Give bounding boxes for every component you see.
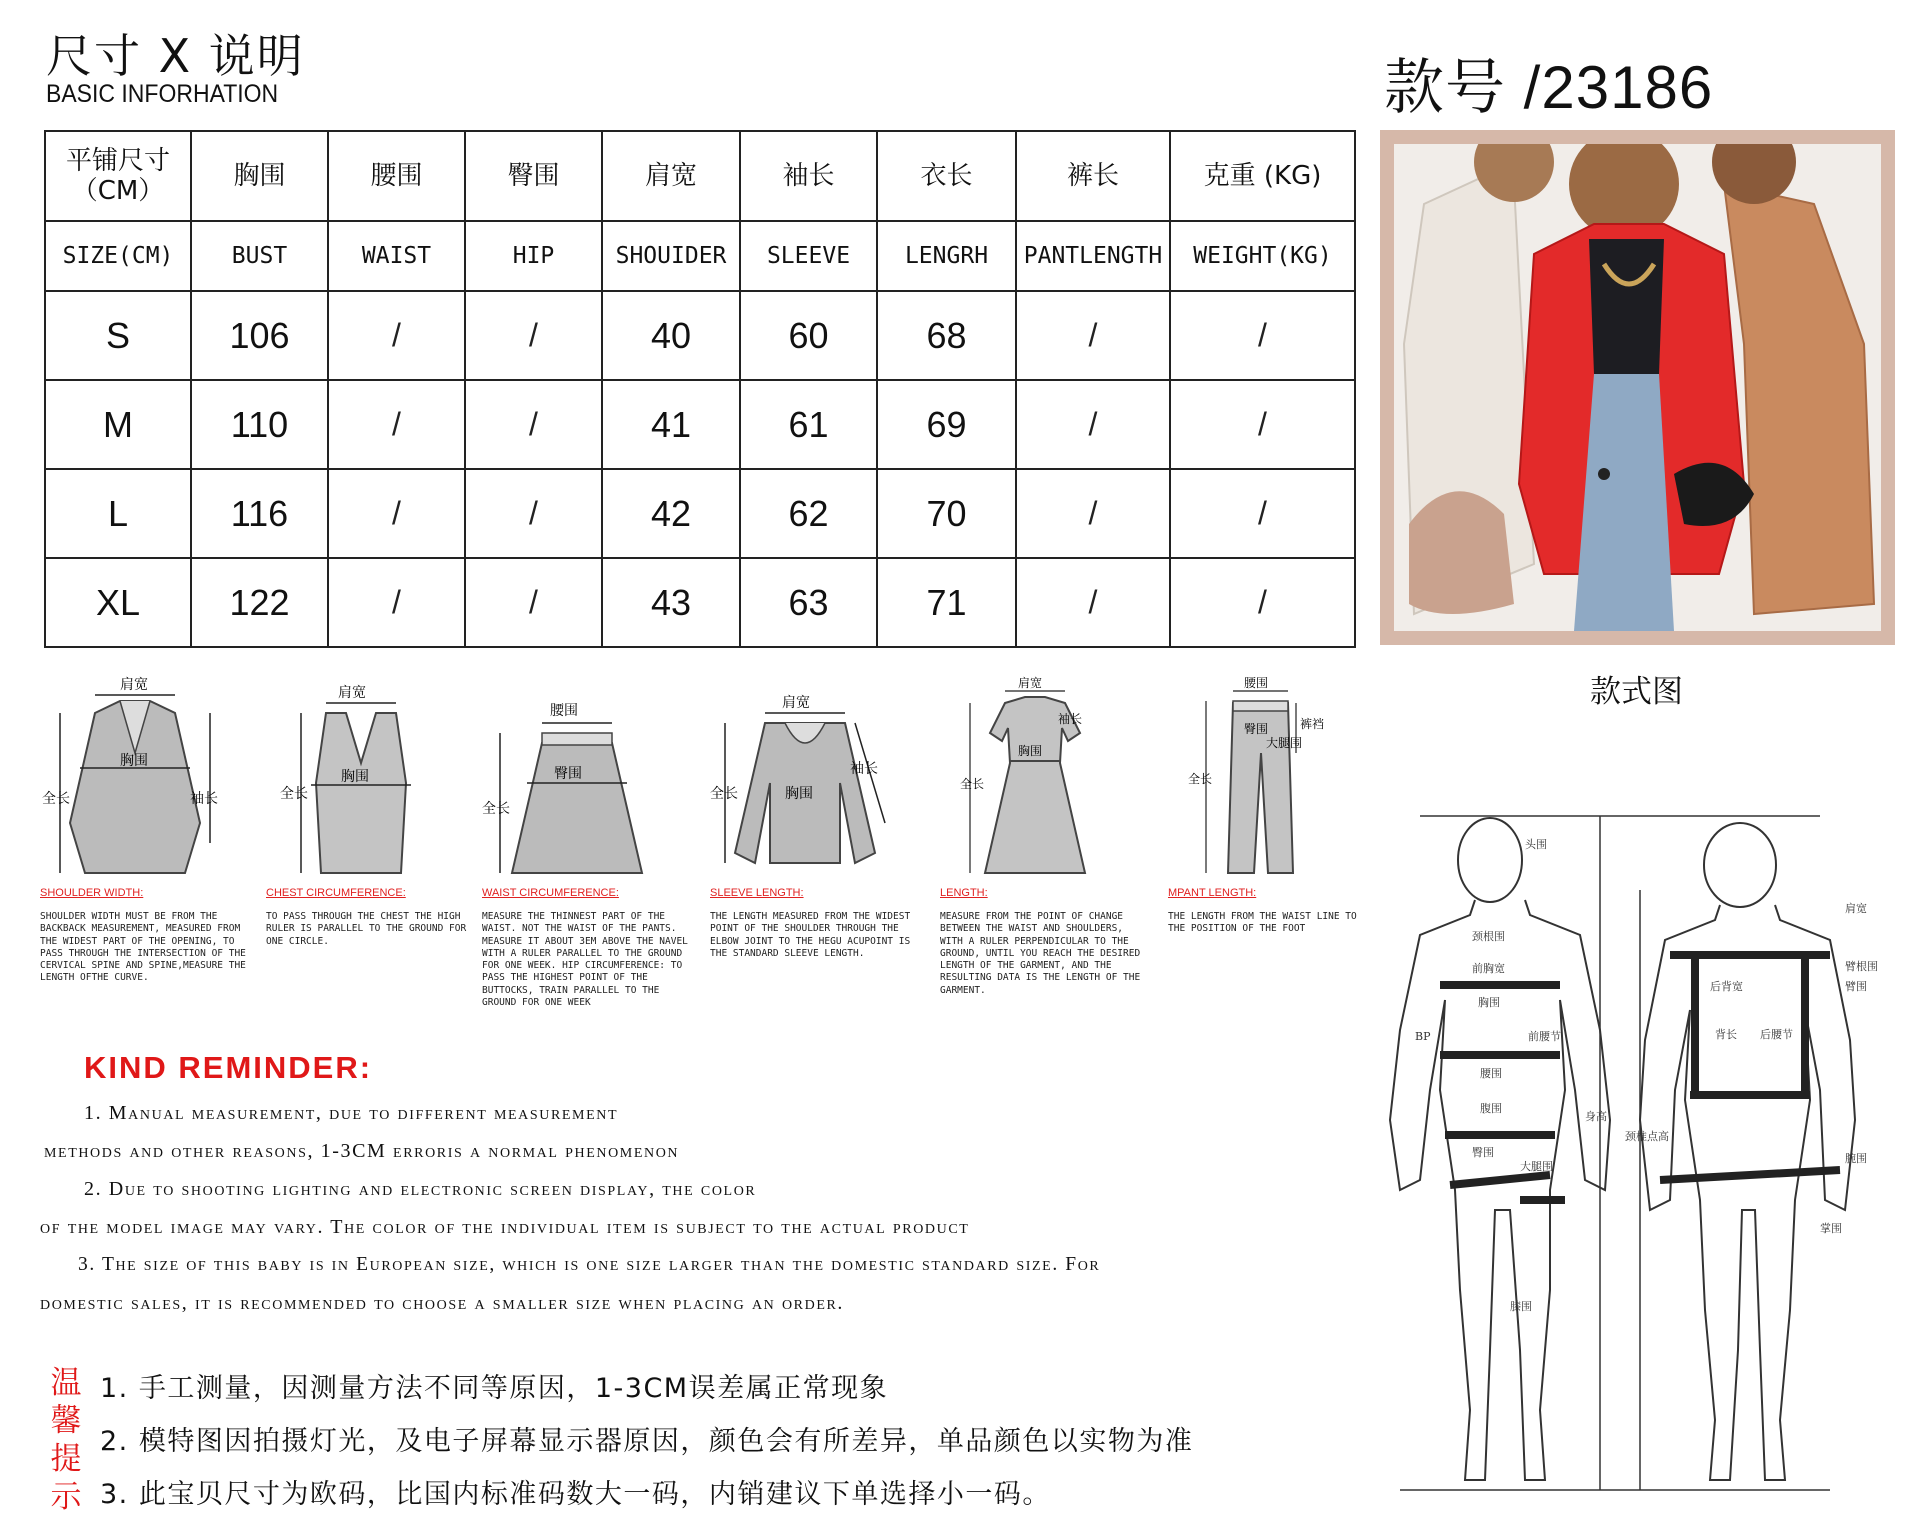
table-cell: S: [45, 291, 191, 380]
table-cell: 61: [740, 380, 877, 469]
reminder-line: 1. Manual measurement, due to different measurement: [84, 1102, 619, 1124]
body-label: 颈椎点高: [1625, 1130, 1669, 1143]
diagram-title: CHEST CIRCUMFERENCE:: [266, 887, 406, 899]
column-header: 克重 (KG): [1170, 131, 1355, 221]
table-row: [45, 291, 1355, 380]
diagram-title: SLEEVE LENGTH:: [710, 887, 804, 899]
table-cell: /: [328, 469, 465, 558]
table-row: [45, 558, 1355, 647]
diagram-label: 袖长: [1058, 712, 1083, 726]
column-header: WAIST: [328, 221, 465, 291]
diagram-label: 全长: [42, 791, 70, 807]
table-cell: 62: [740, 469, 877, 558]
tag-char: 馨: [50, 1403, 82, 1439]
column-header: SLEEVE: [740, 221, 877, 291]
table-cell: 70: [877, 469, 1016, 558]
diagram-label: 胸围: [120, 753, 148, 769]
column-header: BUST: [191, 221, 328, 291]
diagram-description: MEASURE THE THINNEST PART OF THE WAIST. NOT THE WAIST OF THE PANTS. MEASURE IT ABOUT 3EM ABOVE THE NAVEL WITH A RULER PARALLEL TO THE GROUND FOR ONE WEEK. HIP CIRCUMFERENCE: TO PASS THE HIGHEST POINT OF THE BUTTOCKS, TRAIN PARALLEL TO THE GROUND FOR ONE WEEK: [482, 911, 688, 1009]
tag-char: 提: [50, 1441, 82, 1477]
header-row-cn: [45, 131, 1355, 221]
jacket-measure-diagram: [40, 673, 230, 883]
reminder-line: 3. The size of this baby is in European size, which is one size larger than the domestic standard size. For: [78, 1254, 1101, 1275]
reminder-line: domestic sales, it is recommended to choose a smaller size when placing an order.: [40, 1292, 845, 1314]
reminder-line: of the model image may vary. The color of the individual item is subject to the actual product: [40, 1216, 970, 1238]
table-cell: /: [1170, 558, 1355, 647]
body-label: 头围: [1525, 838, 1547, 851]
body-label: 腕围: [1845, 1152, 1867, 1165]
product-photo-frame: [1380, 130, 1895, 645]
front-figure: [1390, 818, 1610, 1480]
cn-reminder-line: 3. 此宝贝尺寸为欧码，比国内标准码数大一码，内销建议下单选择小一码。: [100, 1479, 1051, 1510]
body-label: 臂围: [1845, 980, 1867, 993]
diagram-label: 腰围: [1244, 676, 1269, 690]
column-header: 肩宽: [602, 131, 740, 221]
diagram-label: 大腿围: [1266, 736, 1303, 750]
body-label: 前胸宽: [1472, 962, 1505, 975]
diagram-label: 臀围: [1244, 722, 1269, 736]
table-cell: 110: [191, 380, 328, 469]
table-cell: /: [1016, 380, 1170, 469]
table-cell: /: [465, 558, 602, 647]
table-cell: /: [1170, 380, 1355, 469]
tag-char: 温: [50, 1365, 82, 1401]
table-cell: 43: [602, 558, 740, 647]
diagram-description: SHOULDER WIDTH MUST BE FROM THE BACKBACK MEASUREMENT, MEASURED FROM THE WIDEST PART OF THE OPENING, TO PASS THROUGH THE INTERSECTION OF THE CERVICAL SPINE AND SPINE,MEASURE THE LENGTH OFTHE CURVE.: [40, 911, 246, 984]
table-cell: /: [328, 558, 465, 647]
diagram-label: 全长: [280, 786, 308, 802]
size-table: [44, 130, 1356, 648]
table-cell: 116: [191, 469, 328, 558]
style-number: 款号 /23186: [1384, 54, 1714, 121]
body-figure-illustration: [1360, 790, 1900, 1510]
column-header: 臀围: [465, 131, 602, 221]
diagram-label: 全长: [710, 786, 738, 802]
sweater-measure-diagram: [710, 673, 900, 883]
table-cell: /: [465, 469, 602, 558]
body-label: 胸围: [1478, 996, 1500, 1009]
column-header: 平铺尺寸（CM）: [45, 131, 191, 221]
body-label: 大腿围: [1520, 1160, 1553, 1173]
body-label: 后腰节: [1760, 1028, 1793, 1041]
diagram-sweater: [710, 673, 920, 960]
page-subtitle: BASIC INFORHATION: [46, 80, 279, 108]
diagram-label: 全长: [482, 801, 510, 817]
body-measurement-chart: [1360, 790, 1900, 1510]
product-photo: [1394, 144, 1881, 631]
body-label: 腹围: [1480, 1102, 1502, 1115]
table-cell: 42: [602, 469, 740, 558]
header-row-en: [45, 221, 1355, 291]
body-label: 前腰节: [1528, 1030, 1561, 1043]
diagram-title: LENGTH:: [940, 887, 988, 899]
body-label: 膝围: [1510, 1300, 1532, 1313]
diagram-title: MPANT LENGTH:: [1168, 887, 1257, 899]
table-cell: 69: [877, 380, 1016, 469]
table-row: [45, 469, 1355, 558]
table-cell: 40: [602, 291, 740, 380]
diagram-description: THE LENGTH FROM THE WAIST LINE TO THE POSITION OF THE FOOT: [1168, 911, 1357, 935]
diagram-label: 肩宽: [120, 677, 148, 693]
column-header: SHOUIDER: [602, 221, 740, 291]
table-cell: 41: [602, 380, 740, 469]
table-cell: /: [1170, 291, 1355, 380]
table-cell: /: [1170, 469, 1355, 558]
diagram-title: WAIST CIRCUMFERENCE:: [482, 887, 619, 899]
body-label: 身高: [1585, 1110, 1607, 1123]
diagram-jacket: [40, 673, 250, 985]
table-cell: 106: [191, 291, 328, 380]
table-cell: /: [1016, 469, 1170, 558]
column-header: SIZE(CM): [45, 221, 191, 291]
table-cell: /: [1016, 558, 1170, 647]
body-label: BP: [1415, 1030, 1431, 1043]
body-label: 后背宽: [1710, 980, 1743, 993]
table-cell: 122: [191, 558, 328, 647]
diagram-label: 胸围: [785, 786, 813, 802]
table-cell: XL: [45, 558, 191, 647]
product-photo-image: [1394, 144, 1881, 631]
table-cell: 60: [740, 291, 877, 380]
table-row: [45, 380, 1355, 469]
column-header: WEIGHT(KG): [1170, 221, 1355, 291]
top-measure-diagram: [266, 673, 456, 883]
kind-reminder-title: KIND REMINDER:: [84, 1050, 373, 1085]
diagram-dress: [940, 673, 1150, 997]
tag-char: 示: [50, 1479, 82, 1515]
pants-measure-diagram: [1168, 673, 1358, 883]
diagram-label: 袖长: [850, 761, 878, 777]
page-title: 尺寸 X 说明: [46, 29, 305, 83]
diagram-description: MEASURE FROM THE POINT OF CHANGE BETWEEN THE WAIST AND SHOULDERS, WITH A RULER PERPENDICULAR TO THE GROUND, UNTIL YOU REACH THE DESIRED LENGTH OF THE GARMENT, AND THE RESULTING DATA IS THE LENGTH OF THE GARMENT.: [940, 911, 1141, 996]
diagram-label: 全长: [960, 777, 985, 791]
back-figure: [1640, 823, 1855, 1480]
dress-measure-diagram: [940, 673, 1130, 883]
diagram-label: 肩宽: [1018, 676, 1043, 690]
diagram-top: [266, 673, 476, 948]
column-header: 胸围: [191, 131, 328, 221]
diagram-label: 袖长: [190, 791, 218, 807]
table-cell: /: [328, 291, 465, 380]
table-cell: L: [45, 469, 191, 558]
diagram-label: 肩宽: [338, 685, 366, 701]
table-cell: /: [328, 380, 465, 469]
diagram-skirt: [482, 673, 692, 1009]
table-cell: /: [465, 380, 602, 469]
cn-reminder-line: 1. 手工测量，因测量方法不同等原因，1-3CM误差属正常现象: [100, 1373, 889, 1404]
diagram-label: 胸围: [1018, 744, 1043, 758]
diagram-label: 臀围: [554, 766, 582, 782]
diagram-label: 胸围: [341, 769, 369, 785]
body-label: 颈根围: [1472, 930, 1505, 943]
table-cell: /: [465, 291, 602, 380]
diagram-title: SHOULDER WIDTH:: [40, 887, 144, 899]
photo-caption: 款式图: [1590, 674, 1683, 710]
table-cell: /: [1016, 291, 1170, 380]
column-header: PANTLENGTH: [1016, 221, 1170, 291]
diagram-description: TO PASS THROUGH THE CHEST THE HIGH RULER IS PARALLEL TO THE GROUND FOR ONE CIRCLE.: [266, 911, 467, 947]
diagram-label: 肩宽: [782, 695, 810, 711]
diagram-label: 腰围: [550, 703, 578, 719]
cn-reminder-line: 2. 模特图因拍摄灯光，及电子屏幕显示器原因，颜色会有所差异，单品颜色以实物为准: [100, 1426, 1194, 1457]
column-header: 衣长: [877, 131, 1016, 221]
column-header: HIP: [465, 221, 602, 291]
column-header: 裤长: [1016, 131, 1170, 221]
body-label: 肩宽: [1845, 902, 1867, 915]
reminder-line: 2. Due to shooting lighting and electronic screen display, the color: [84, 1178, 757, 1200]
body-label: 腰围: [1480, 1067, 1502, 1080]
diagram-label: 全长: [1188, 772, 1213, 786]
diagram-pants: [1168, 673, 1378, 936]
diagram-label: 裤裆: [1300, 717, 1325, 731]
column-header: LENGRH: [877, 221, 1016, 291]
diagram-description: THE LENGTH MEASURED FROM THE WIDEST POINT OF THE SHOULDER THROUGH THE ELBOW JOINT TO THE HEGU ACUPOINT IS THE STANDARD SLEEVE LENGTH.: [710, 911, 911, 959]
table-cell: 68: [877, 291, 1016, 380]
cn-reminder-tag: [48, 1364, 84, 1516]
reminder-line: methods and other reasons, 1-3CM erroris a normal phenomenon: [44, 1140, 680, 1162]
body-label: 臀围: [1472, 1146, 1494, 1159]
body-label: 臂根围: [1845, 960, 1878, 973]
body-label: 掌围: [1820, 1222, 1842, 1235]
table-cell: 63: [740, 558, 877, 647]
column-header: 袖长: [740, 131, 877, 221]
body-label: 背长: [1715, 1028, 1737, 1041]
column-header: 腰围: [328, 131, 465, 221]
skirt-measure-diagram: [482, 673, 672, 883]
table-cell: 71: [877, 558, 1016, 647]
table-cell: M: [45, 380, 191, 469]
